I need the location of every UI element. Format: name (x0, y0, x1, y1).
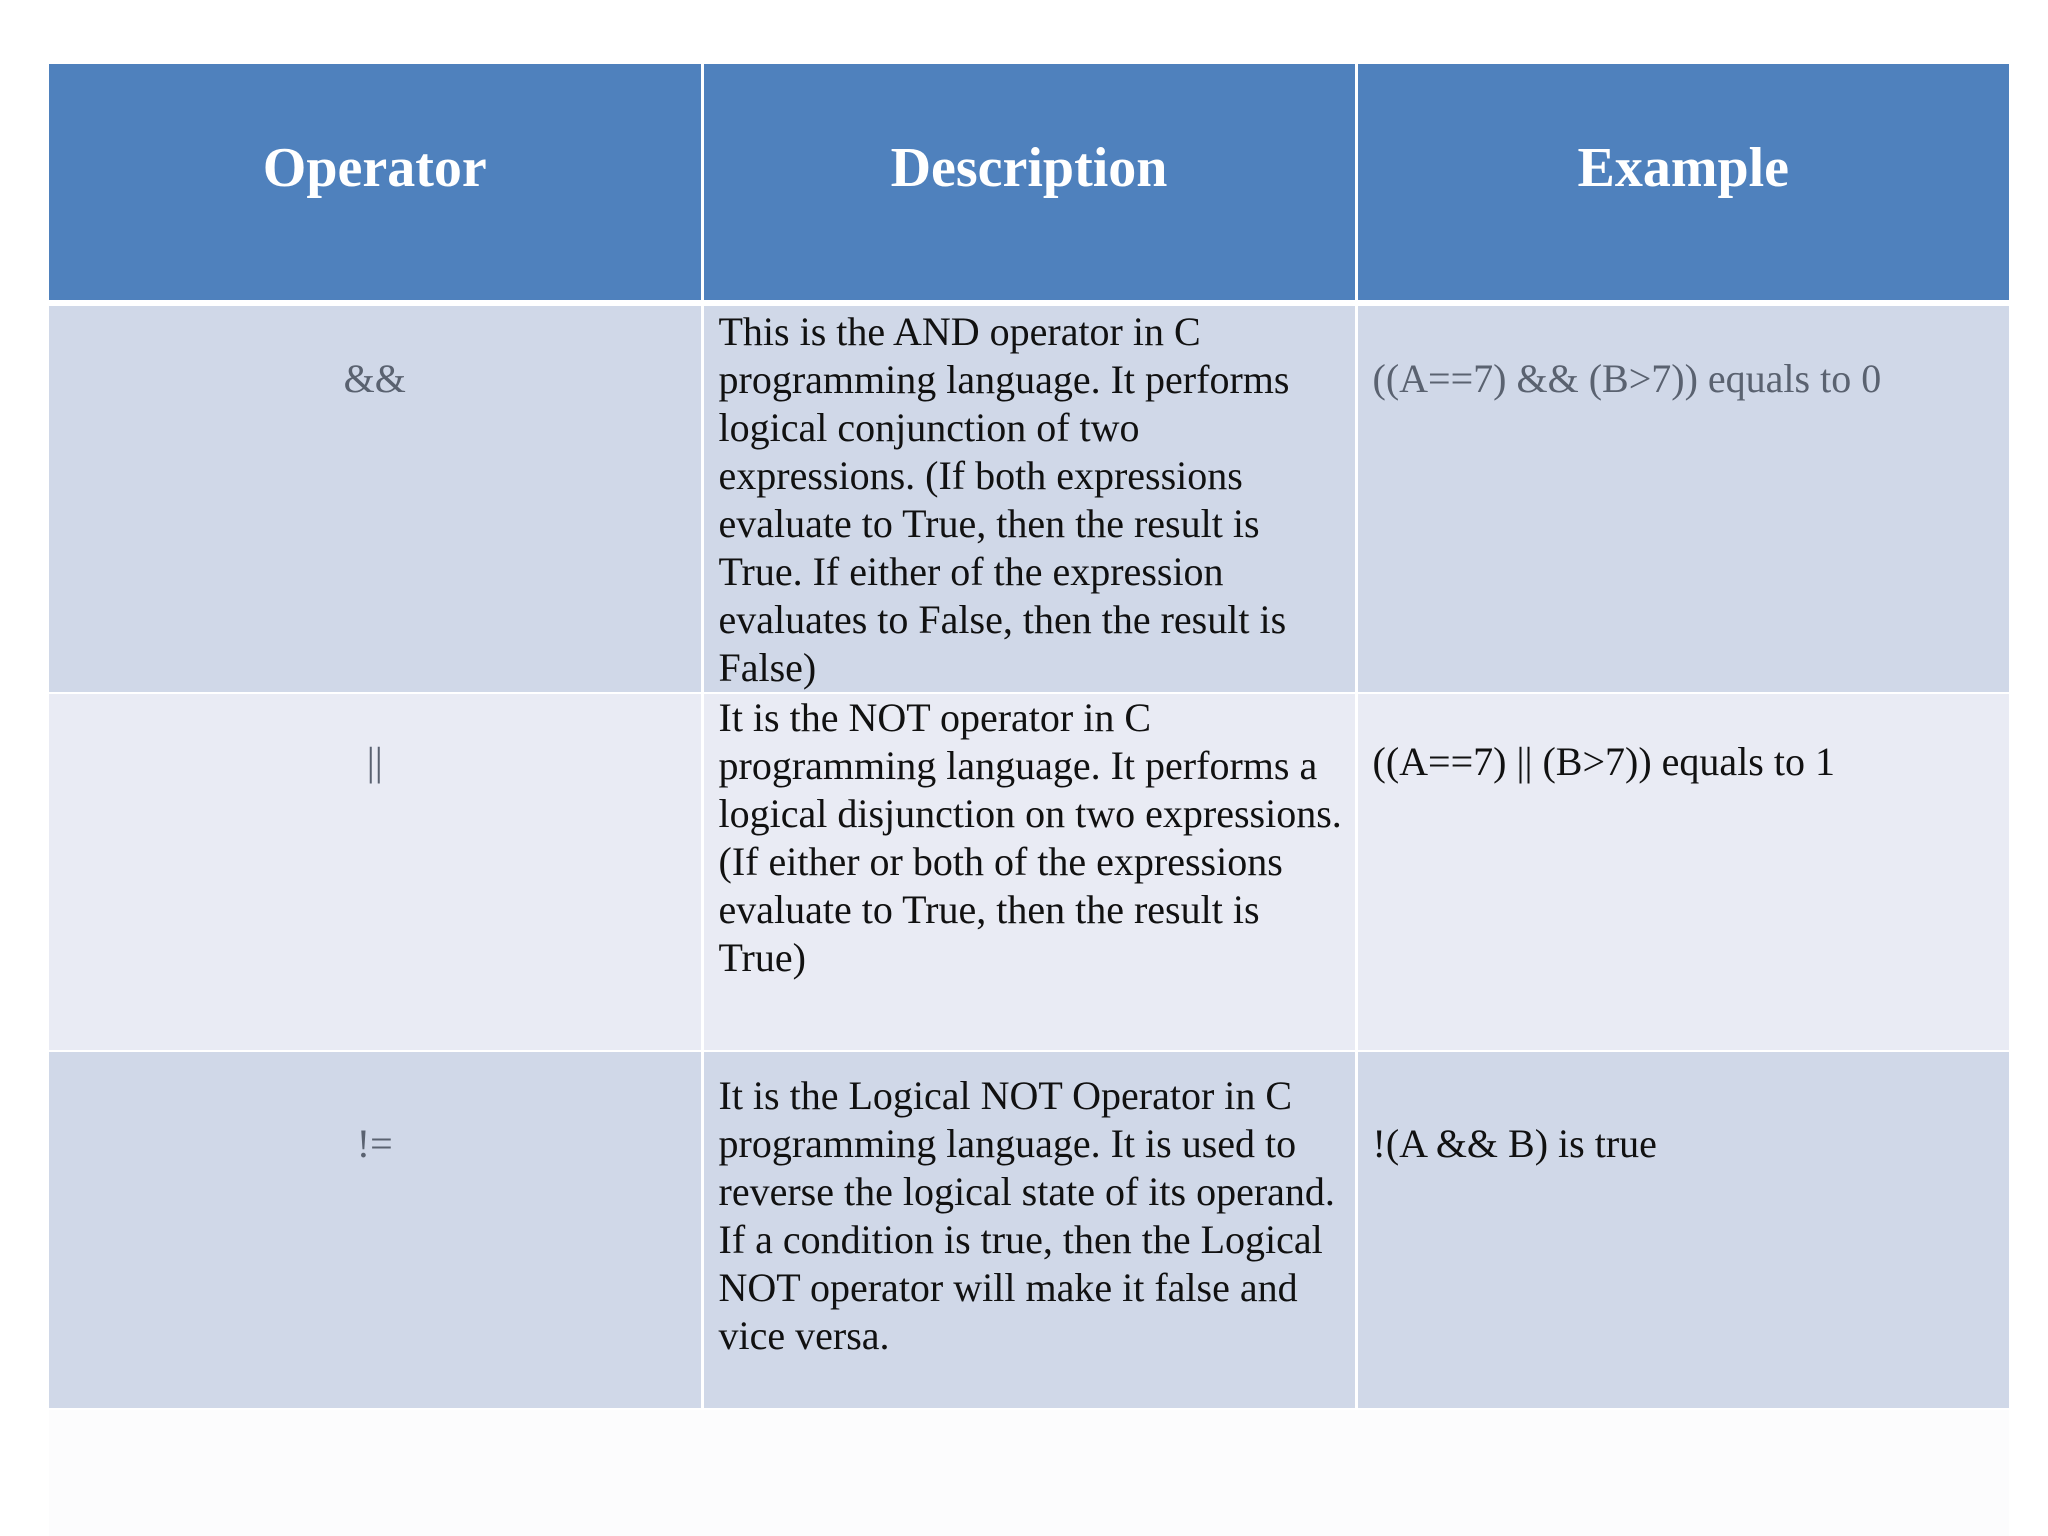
header-example (1356, 64, 2009, 303)
example-cell (1356, 303, 2009, 693)
operator-cell (49, 303, 702, 693)
description-not: It is the Logical NOT Operator in C programming language. It is used to reverse the logical state of its operand. If a condition is true, then the Logical NOT operator will make it false and vice versa. (718, 1073, 1335, 1358)
operator-or: || (366, 739, 383, 784)
header-description-label: Description (890, 137, 1168, 199)
operator-cell (49, 1051, 702, 1409)
example-and: ((A==7) && (B>7)) equals to 0 (1372, 356, 1882, 401)
description-or: It is the NOT operator in C programming language. It performs a logical disjunction on two expressions. (If either or both of the expressions evaluate to True, then the result is True) (718, 695, 1342, 980)
description-and: This is the AND operator in C programming language. It performs logical conjunction of two expressions. (If both expressions evaluate to True, then the result is True. If either of the expression evaluates to False, then the result is False) (718, 309, 1290, 690)
header-row (49, 64, 2009, 303)
operator-and: && (343, 356, 406, 401)
header-example-label: Example (1577, 137, 1790, 199)
table-row (49, 693, 2009, 1051)
header-description (702, 64, 1356, 303)
example-or: ((A==7) || (B>7)) equals to 1 (1372, 739, 1835, 784)
table-row (49, 303, 2009, 693)
description-cell (702, 693, 1356, 1051)
example-cell (1356, 1051, 2009, 1409)
operator-not: != (356, 1121, 393, 1166)
table-row (49, 1051, 2009, 1409)
description-cell (702, 303, 1356, 693)
example-cell (1356, 693, 2009, 1051)
header-operator (49, 64, 702, 303)
slide-bottom-band (49, 1404, 2009, 1536)
example-not: !(A && B) is true (1372, 1121, 1657, 1166)
header-operator-label: Operator (262, 137, 487, 199)
description-cell (702, 1051, 1356, 1409)
operator-cell (49, 693, 702, 1051)
operators-table (49, 64, 2009, 1410)
